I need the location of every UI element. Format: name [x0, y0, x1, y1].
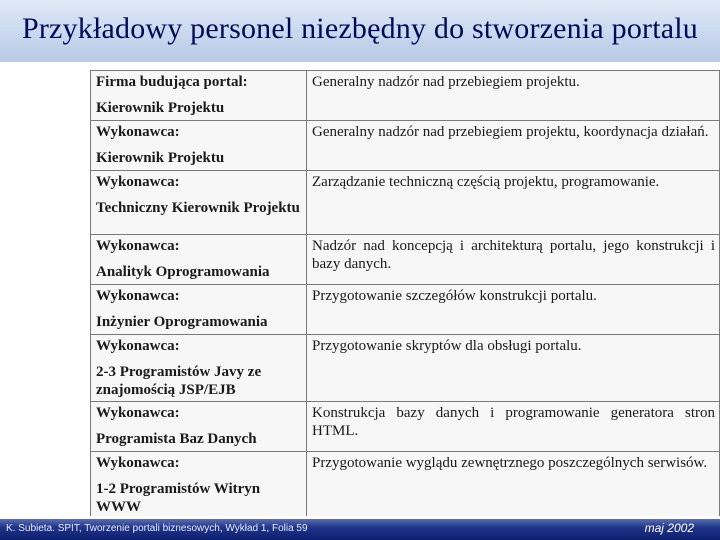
role-label: Wykonawca:: [96, 174, 180, 190]
description-cell: Generalny nadzór nad przebiegiem projektu, koordynacja działań.: [307, 121, 720, 171]
role-cell: [91, 335, 307, 402]
role-name: Inżynier Oprogramowania: [96, 314, 268, 330]
role-label: Firma budująca portal:: [96, 74, 248, 90]
role-name: Kierownik Projektu: [96, 150, 225, 166]
footer-date: maj 2002: [644, 521, 694, 535]
role-cell: [91, 285, 307, 335]
role-cell: [91, 235, 307, 285]
description-cell: Generalny nadzór nad przebiegiem projektu.: [307, 71, 720, 121]
role-label: Wykonawca:: [96, 455, 180, 471]
staff-row: [91, 402, 720, 452]
footer-bar: [0, 519, 720, 540]
description-cell: Przygotowanie szczegółów konstrukcji portalu.: [307, 285, 720, 335]
role-name: 1-2 Programistów Witryn WWW: [96, 481, 261, 515]
staff-row: [91, 235, 720, 285]
role-name: 2-3 Programistów Javy ze znajomością JSP/EJB: [96, 364, 262, 398]
role-name: Techniczny Kierownik Projektu: [96, 200, 300, 216]
description-cell: Przygotowanie skryptów dla obsługi portalu.: [307, 335, 720, 402]
role-cell: [91, 71, 307, 121]
slide-title: Przykładowy personel niezbędny do stworzenia portalu: [21, 12, 699, 45]
staff-table: [90, 70, 720, 516]
role-cell: [91, 452, 307, 517]
role-cell: [91, 171, 307, 235]
footer-citation: K. Subieta. SPIT, Tworzenie portali biznesowych, Wykład 1, Folia 59: [6, 523, 308, 534]
role-cell: [91, 402, 307, 452]
description-cell: Przygotowanie wyglądu zewnętrznego poszczególnych serwisów.: [307, 452, 720, 517]
staff-row: [91, 285, 720, 335]
role-cell: [91, 121, 307, 171]
staff-row: [91, 121, 720, 171]
description-cell: Konstrukcja bazy danych i programowanie generatora stron HTML.: [307, 402, 720, 452]
description-cell: Zarządzanie techniczną częścią projektu, programowanie.: [307, 171, 720, 235]
role-name: Programista Baz Danych: [96, 431, 257, 447]
staff-row: [91, 71, 720, 121]
staff-row: [91, 335, 720, 402]
role-name: Kierownik Projektu: [96, 100, 225, 116]
role-label: Wykonawca:: [96, 288, 180, 304]
slide-header: [0, 0, 720, 62]
role-name: Analityk Oprogramowania: [96, 264, 270, 280]
role-label: Wykonawca:: [96, 338, 180, 354]
role-label: Wykonawca:: [96, 405, 180, 421]
staff-table-area: [90, 70, 720, 516]
staff-row: [91, 171, 720, 235]
description-cell: Nadzór nad koncepcją i architekturą portalu, jego konstrukcji i bazy danych.: [307, 235, 720, 285]
role-label: Wykonawca:: [96, 124, 180, 140]
staff-row: [91, 452, 720, 517]
role-label: Wykonawca:: [96, 238, 180, 254]
